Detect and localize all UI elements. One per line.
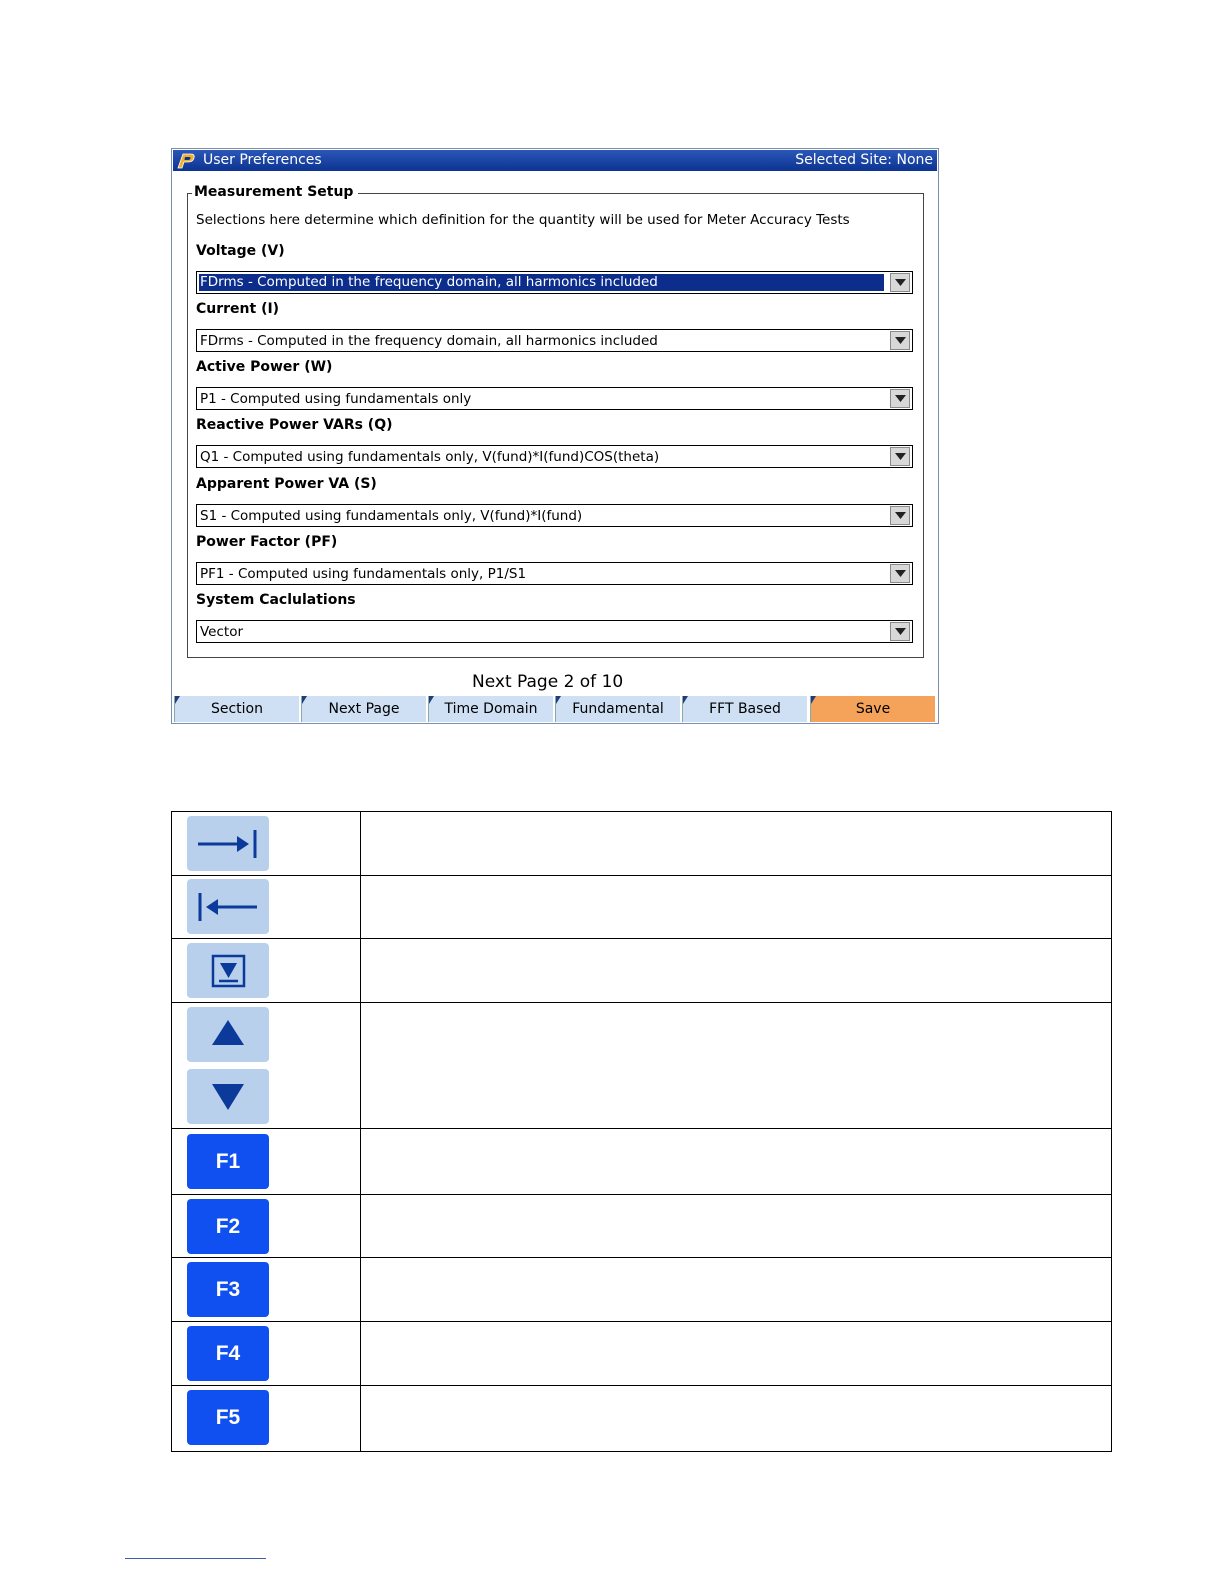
power-factor-label: Power Factor (PF) (196, 534, 338, 550)
table-row-key (187, 879, 269, 934)
table-row-divider (172, 1128, 1111, 1129)
table-row-divider (172, 875, 1111, 876)
chevron-down-icon[interactable] (890, 331, 910, 350)
dropdown-open-icon (187, 943, 269, 998)
current-label: Current (I) (196, 301, 280, 317)
table-row-divider (172, 938, 1111, 939)
table-column-divider (360, 812, 361, 1451)
reactive-power-label: Reactive Power VARs (Q) (196, 417, 393, 433)
footnote-separator (125, 1558, 266, 1559)
key-reference-table (171, 811, 1112, 1452)
table-row-divider (172, 1257, 1111, 1258)
current-select-value: FDrms - Computed in the frequency domain, all harmonics included (200, 333, 658, 349)
fft-based-softkey[interactable]: FFT Based (682, 696, 807, 722)
voltage-select-value: FDrms - Computed in the frequency domain, all harmonics included (199, 274, 884, 291)
arrow-down-icon (187, 1069, 269, 1124)
tab-back-icon (187, 879, 269, 934)
system-calculations-select[interactable] (196, 620, 913, 643)
title-bar (173, 150, 937, 171)
f3-key: F3 (187, 1262, 269, 1317)
active-power-select[interactable] (196, 387, 913, 410)
user-preferences-window (171, 148, 939, 724)
table-row-divider (172, 1321, 1111, 1322)
voltage-select[interactable] (196, 271, 913, 294)
chevron-down-icon[interactable] (890, 622, 910, 641)
active-power-select-value: P1 - Computed using fundamentals only (200, 391, 472, 407)
table-row-divider (172, 1385, 1111, 1386)
table-row-divider (172, 1002, 1111, 1003)
fundamental-softkey[interactable]: Fundamental (555, 696, 680, 722)
measurement-setup-legend: Measurement Setup (192, 184, 358, 200)
system-calculations-label: System Caclulations (196, 592, 356, 608)
chevron-down-icon[interactable] (890, 447, 910, 466)
reactive-power-select-value: Q1 - Computed using fundamentals only, V(fund)*I(fund)COS(theta) (200, 449, 660, 465)
current-select[interactable] (196, 329, 913, 352)
table-row-divider (172, 1194, 1111, 1195)
chevron-down-icon[interactable] (890, 273, 910, 292)
tab-forward-icon (187, 816, 269, 871)
power-factor-select[interactable] (196, 562, 913, 585)
table-row-key (187, 1007, 269, 1062)
f1-key: F1 (187, 1134, 269, 1189)
table-row-key (187, 816, 269, 871)
voltage-label: Voltage (V) (196, 243, 285, 259)
chevron-down-icon[interactable] (890, 506, 910, 525)
f4-key: F4 (187, 1326, 269, 1381)
apparent-power-select-value: S1 - Computed using fundamentals only, V(fund)*I(fund) (200, 508, 583, 524)
arrow-up-icon (187, 1007, 269, 1062)
system-calculations-select-value: Vector (200, 624, 244, 640)
time-domain-softkey[interactable]: Time Domain (428, 696, 553, 722)
next-page-softkey[interactable]: Next Page (301, 696, 426, 722)
save-softkey[interactable]: Save (810, 696, 935, 722)
measurement-setup-description: Selections here determine which definition for the quantity will be used for Meter Accuracy Tests (196, 212, 850, 228)
softkey-bar (174, 696, 937, 722)
logo-icon (176, 152, 196, 169)
power-factor-select-value: PF1 - Computed using fundamentals only, P1/S1 (200, 566, 527, 582)
f5-key: F5 (187, 1390, 269, 1445)
chevron-down-icon[interactable] (890, 564, 910, 583)
f2-key: F2 (187, 1199, 269, 1254)
window-title: User Preferences (203, 152, 322, 168)
section-softkey[interactable]: Section (174, 696, 299, 722)
table-row-key (187, 943, 269, 998)
selected-site-label: Selected Site: None (795, 152, 933, 168)
apparent-power-label: Apparent Power VA (S) (196, 476, 377, 492)
chevron-down-icon[interactable] (890, 389, 910, 408)
reactive-power-select[interactable] (196, 445, 913, 468)
apparent-power-select[interactable] (196, 504, 913, 527)
active-power-label: Active Power (W) (196, 359, 333, 375)
table-row-key (187, 1069, 269, 1124)
page-indicator: Next Page 2 of 10 (472, 672, 624, 692)
